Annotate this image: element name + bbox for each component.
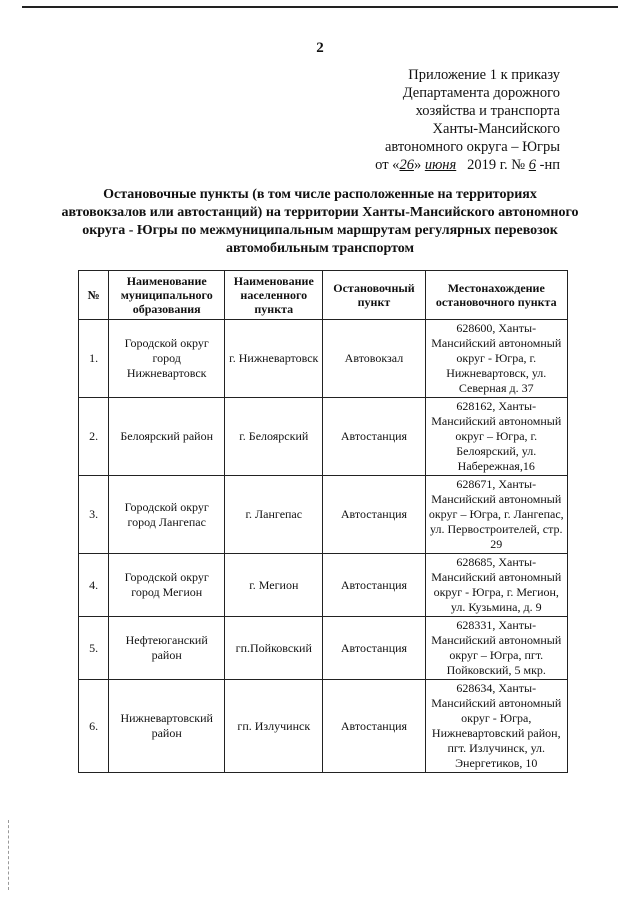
cell-location: 628331, Ханты-Мансийский автономный округ – Югра, пгт. Пойковский, 5 мкр.: [425, 617, 568, 680]
cell-stop: Автовокзал: [323, 320, 425, 398]
table-row: [79, 476, 568, 554]
date-suffix: -нп: [539, 157, 560, 173]
date-number: 6: [528, 157, 537, 173]
cell-location: 628600, Ханты-Мансийский автономный округ - Югра, г. Нижневартовск, ул. Северная д. 37: [425, 320, 568, 398]
table-row: [79, 320, 568, 398]
margin-mark: [8, 820, 10, 890]
cell-settlement: г. Мегион: [225, 554, 323, 617]
cell-num: 3.: [79, 476, 109, 554]
cell-num: 5.: [79, 617, 109, 680]
cell-location: 628671, Ханты-Мансийский автономный округ – Югра, г. Лангепас, ул. Первостроителей, стр. 29: [425, 476, 568, 554]
table-row: [79, 680, 568, 773]
date-month: июня: [424, 157, 457, 173]
header-settlement: Наименование населенного пункта: [225, 271, 323, 320]
cell-location: 628162, Ханты-Мансийский автономный округ – Югра, г. Белоярский, ул. Набережная,16: [425, 398, 568, 476]
appendix-line-2: Департамента дорожного: [402, 85, 560, 101]
cell-settlement: гп.Пойковский: [225, 617, 323, 680]
header-location: Местонахождение остановочного пункта: [425, 271, 568, 320]
cell-location: 628634, Ханты-Мансийский автономный округ - Югра, Нижневартовский район, пгт. Излучинск, ул. Энергетиков, 10: [425, 680, 568, 773]
cell-stop: Автостанция: [323, 680, 425, 773]
date-prefix: от «: [375, 157, 400, 173]
cell-municipality: Городской округ город Мегион: [109, 554, 225, 617]
appendix-line-3: хозяйства и транспорта: [415, 103, 560, 119]
cell-municipality: Городской округ город Нижневартовск: [109, 320, 225, 398]
top-border-line: [22, 6, 618, 8]
date-day: 26: [399, 157, 414, 173]
table-header-row: [79, 271, 568, 320]
cell-settlement: г. Лангепас: [225, 476, 323, 554]
cell-stop: Автостанция: [323, 398, 425, 476]
cell-num: 4.: [79, 554, 109, 617]
header-num: №: [79, 271, 109, 320]
cell-num: 6.: [79, 680, 109, 773]
appendix-block: [375, 66, 560, 174]
page-number: 2: [316, 40, 324, 56]
document-heading: Остановочные пункты (в том числе расположенные на территориях автовокзалов или автостанций) на территории Ханты-Мансийского автономного округа - Югры по межмуниципальным маршрутам регулярных перевозок автомобильным транспортом: [61, 187, 579, 256]
table-row: [79, 554, 568, 617]
cell-stop: Автостанция: [323, 617, 425, 680]
appendix-line-5: автономного округа – Югры: [384, 139, 560, 155]
cell-municipality: Белоярский район: [109, 398, 225, 476]
cell-municipality: Нижневартовский район: [109, 680, 225, 773]
cell-settlement: г. Белоярский: [225, 398, 323, 476]
cell-settlement: г. Нижневартовск: [225, 320, 323, 398]
cell-stop: Автостанция: [323, 476, 425, 554]
date-mid: »: [413, 157, 422, 173]
header-municipality: Наименование муниципального образования: [109, 271, 225, 320]
cell-municipality: Нефтеюганский район: [109, 617, 225, 680]
cell-stop: Автостанция: [323, 554, 425, 617]
appendix-date-line: [375, 156, 560, 174]
cell-num: 1.: [79, 320, 109, 398]
appendix-line-1: Приложение 1 к приказу: [408, 67, 560, 83]
date-year: 2019 г. №: [467, 157, 526, 173]
cell-location: 628685, Ханты-Мансийский автономный округ - Югра, г. Мегион, ул. Кузьмина, д. 9: [425, 554, 568, 617]
cell-num: 2.: [79, 398, 109, 476]
table-row: [79, 398, 568, 476]
stops-table: [78, 270, 568, 773]
cell-settlement: гп. Излучинск: [225, 680, 323, 773]
table-row: [79, 617, 568, 680]
header-stop: Остановочный пункт: [323, 271, 425, 320]
cell-municipality: Городской округ город Лангепас: [109, 476, 225, 554]
appendix-line-4: Ханты-Мансийского: [432, 121, 560, 137]
